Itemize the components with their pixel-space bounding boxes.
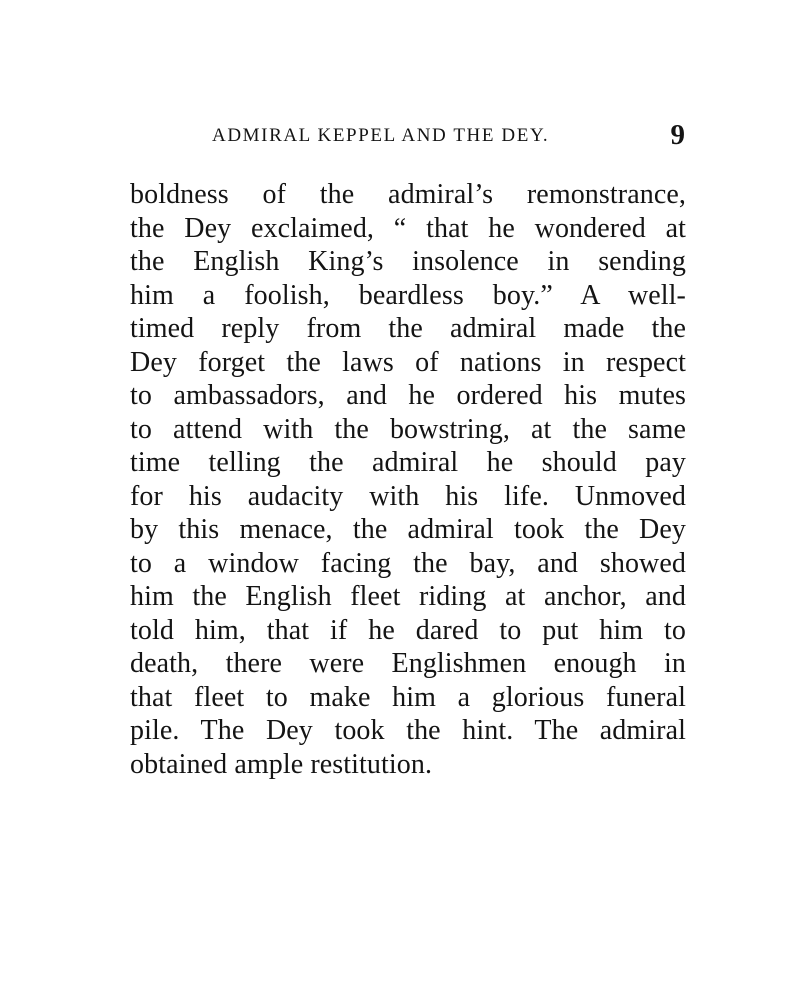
text-line: him the English fleet riding at anchor, and bbox=[130, 581, 686, 612]
text-line: time telling the admiral he should pay bbox=[130, 447, 686, 478]
text-line: that fleet to make him a glorious funeral bbox=[130, 681, 686, 713]
running-head bbox=[130, 119, 685, 155]
body-paragraph bbox=[130, 178, 686, 781]
running-title: ADMIRAL KEPPEL AND THE DEY. bbox=[212, 125, 550, 146]
text-line: to attend with the bowstring, at the same bbox=[130, 413, 686, 445]
text-line: to ambassadors, and he ordered his mutes bbox=[130, 380, 686, 411]
text-line: by this menace, the admiral took the Dey bbox=[130, 514, 686, 545]
text-line: timed reply from the admiral made the bbox=[130, 313, 686, 344]
text-line: Dey forget the laws of nations in respect bbox=[130, 346, 686, 378]
text-line: the English King’s insolence in sending bbox=[130, 246, 686, 277]
text-line: death, there were Englishmen enough in bbox=[130, 648, 686, 679]
text-line: pile. The Dey took the hint. The admiral bbox=[130, 715, 686, 746]
text-line: told him, that if he dared to put him to bbox=[130, 614, 686, 646]
text-line-last: obtained ample restitution. bbox=[130, 748, 433, 780]
text-line: him a foolish, beardless boy.” A well- bbox=[130, 279, 686, 311]
text-line: for his audacity with his life. Unmoved bbox=[130, 480, 686, 512]
text-line: boldness of the admiral’s remonstrance, bbox=[130, 179, 686, 210]
text-line: to a window facing the bay, and showed bbox=[130, 547, 686, 579]
text-line: the Dey exclaimed, “ that he wondered at bbox=[130, 212, 686, 244]
page-number: 9 bbox=[670, 119, 685, 151]
